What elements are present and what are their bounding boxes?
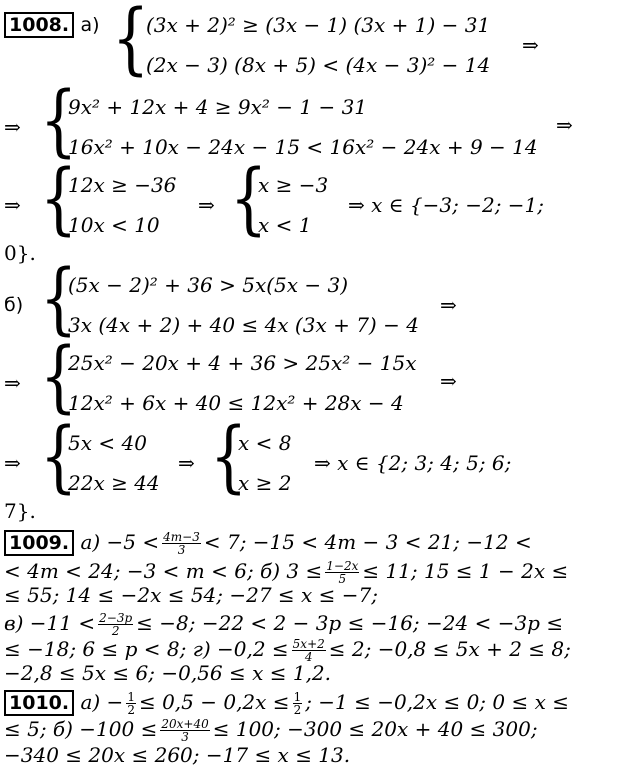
implies-arrow: ⇒: [522, 33, 539, 57]
system-line: 3x (4x + 2) + 40 ≤ 4x (3x + 7) − 4: [68, 313, 419, 337]
fraction-numerator: 2−3p: [99, 611, 133, 625]
system-line: 25x² − 20x + 4 + 36 > 25x² − 15x: [68, 351, 417, 375]
system-line: x ≥ −3: [258, 173, 329, 197]
fraction-denominator: 4: [304, 650, 313, 664]
text-run: ≤ 2; −0,8 ≤ 5x + 2 ≤ 8;: [328, 637, 571, 661]
fraction: [162, 531, 201, 556]
fraction-numerator: 1: [127, 690, 135, 704]
fraction-numerator: 1: [293, 690, 302, 704]
problem-1009-line-3: ≤ 55; 14 ≤ −2x ≤ 54; −27 ≤ x ≤ −7;: [4, 583, 379, 607]
part-a-label: а): [80, 14, 100, 36]
text-run: ≤ −18; 6 ≤ p < 8; г) −0,2 ≤: [4, 637, 289, 661]
system-brace: {: [40, 76, 78, 166]
fraction: [293, 691, 303, 716]
problem-1009-line-2: [4, 560, 568, 585]
problem-1009-line-1: [4, 530, 532, 556]
system-line: 12x² + 6x + 40 ≤ 12x² + 28x − 4: [68, 391, 404, 415]
problem-number-1008: 1008.: [4, 12, 74, 38]
text-run: ≤ 0,5 − 0,2x ≤: [138, 690, 290, 714]
system-brace: {: [40, 254, 78, 344]
implies-arrow: ⇒: [4, 451, 21, 475]
system-line: (5x − 2)² + 36 > 5x(5x − 3): [68, 273, 349, 297]
implies-arrow: ⇒: [556, 113, 573, 137]
fraction-denominator: 2: [127, 703, 135, 717]
solution-set: ⇒ x ∈ {2; 3; 4; 5; 6;: [314, 451, 512, 475]
system-line: (3x + 2)² ≥ (3x − 1) (3x + 1) − 31: [146, 13, 491, 37]
text-run: < 4m < 24; −3 < m < 6; б) 3 ≤: [4, 559, 323, 583]
implies-arrow: ⇒: [440, 293, 457, 317]
text-run: ≤ 100; −300 ≤ 20x + 40 ≤ 300;: [212, 717, 538, 741]
text-run: ≤ 11; 15 ≤ 1 − 2x ≤: [362, 559, 569, 583]
fraction-denominator: 2: [293, 703, 302, 717]
system-brace: {: [40, 332, 78, 422]
fraction-numerator: 20x+40: [161, 717, 209, 731]
system-brace: {: [210, 412, 248, 502]
implies-arrow: ⇒: [198, 193, 215, 217]
system-line: 22x ≥ 44: [68, 471, 160, 495]
system-line: 16x² + 10x − 24x − 15 < 16x² − 24x + 9 − 14: [68, 135, 538, 159]
system-brace: {: [230, 154, 268, 244]
problem-1010-line-3: −340 ≤ 20x ≤ 260; −17 ≤ x ≤ 13.: [4, 743, 351, 767]
system-line: x < 8: [238, 431, 292, 455]
fraction-denominator: 3: [177, 543, 186, 557]
fraction: [292, 638, 326, 663]
solution-set: ⇒ x ∈ {−3; −2; −1;: [348, 193, 545, 217]
problem-1009-line-5: [4, 638, 571, 663]
problem-1009-line-4: [4, 612, 563, 637]
fraction-denominator: 2: [111, 624, 120, 638]
fraction-denominator: 5: [338, 572, 347, 586]
text-run: а) −5 <: [80, 530, 160, 554]
system-line: 10x < 10: [68, 213, 160, 237]
implies-arrow: ⇒: [440, 369, 457, 393]
fraction: [126, 691, 136, 716]
problem-number-1009: 1009.: [4, 530, 74, 556]
system-brace: {: [40, 412, 78, 502]
text-run: в) −11 <: [4, 611, 96, 635]
problem-1009-line-6: −2,8 ≤ 5x ≤ 6; −0,56 ≤ x ≤ 1,2.: [4, 661, 332, 685]
system-line: 5x < 40: [68, 431, 147, 455]
text-run: ; −1 ≤ −0,2x ≤ 0; 0 ≤ x ≤: [305, 690, 569, 714]
solution-set-end: 0}.: [4, 241, 36, 265]
system-line: (2x − 3) (8x + 5) < (4x − 3)² − 14: [146, 53, 491, 77]
system-line: 12x ≥ −36: [68, 173, 177, 197]
system-line: 9x² + 12x + 4 ≥ 9x² − 1 − 31: [68, 95, 368, 119]
fraction: [160, 718, 209, 743]
part-b-label: б): [4, 294, 24, 316]
system-brace: {: [112, 0, 150, 84]
system-line: x < 1: [258, 213, 312, 237]
text-run: ≤ −8; −22 < 2 − 3p ≤ −16; −24 < −3p ≤: [136, 611, 564, 635]
system-brace: {: [40, 154, 78, 244]
text-run: а) −: [80, 690, 124, 714]
fraction: [98, 612, 133, 637]
problem-number-1010: 1010.: [4, 690, 74, 716]
implies-arrow: ⇒: [4, 193, 21, 217]
solution-set-end: 7}.: [4, 499, 36, 523]
text-run: ≤ 5; б) −100 ≤: [4, 717, 158, 741]
problem-1008-header: [4, 12, 100, 38]
fraction: [325, 560, 359, 585]
implies-arrow: ⇒: [4, 371, 21, 395]
fraction-numerator: 1−2x: [326, 559, 359, 573]
fraction-denominator: 3: [181, 730, 189, 744]
system-line: x ≥ 2: [238, 471, 292, 495]
implies-arrow: ⇒: [4, 115, 21, 139]
problem-1010-line-2: [4, 718, 538, 743]
fraction-numerator: 4m−3: [163, 530, 200, 544]
fraction-numerator: 5x+2: [292, 637, 325, 651]
implies-arrow: ⇒: [178, 451, 195, 475]
problem-1010-line-1: [4, 690, 569, 716]
text-run: < 7; −15 < 4m − 3 < 21; −12 <: [203, 530, 532, 554]
